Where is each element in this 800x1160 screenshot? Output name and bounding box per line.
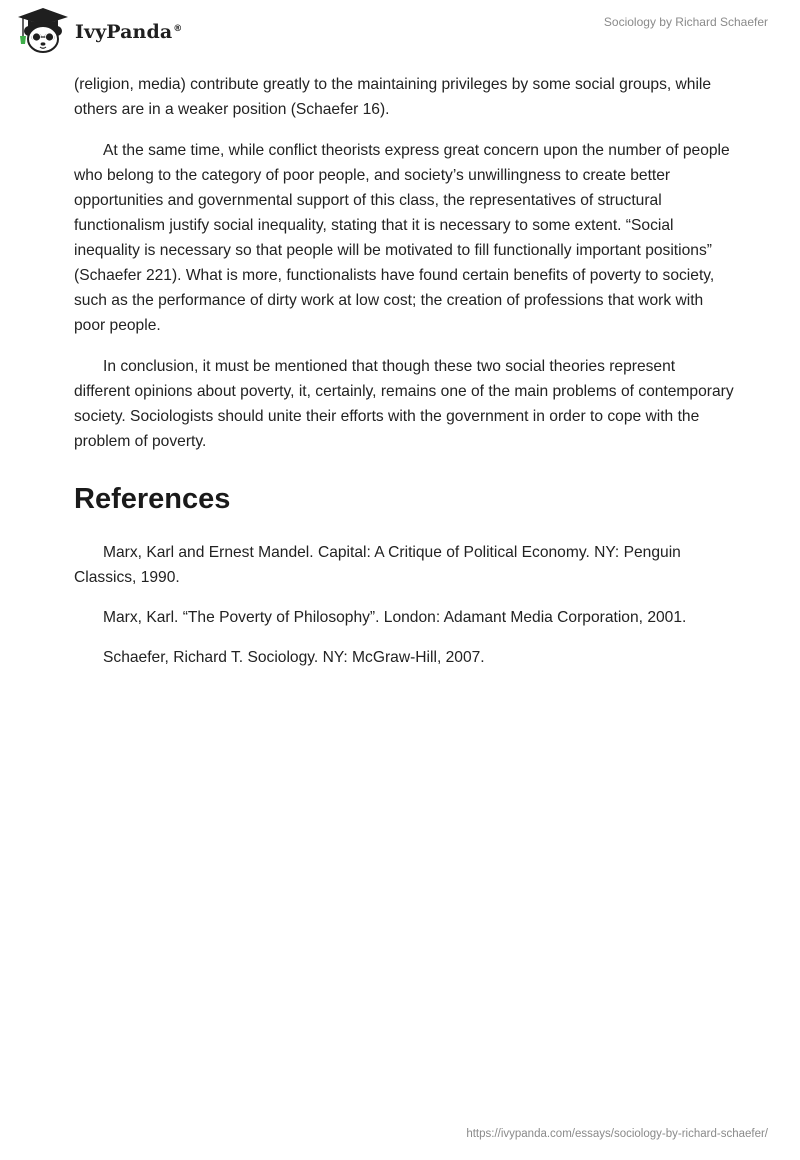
body-paragraph: In conclusion, it must be mentioned that though these two social theories represent different opinions about poverty, it, certainly, remains one of the main problems of contemporary society. Sociologists should unite their efforts with the government in order to cope with the problem of poverty. — [74, 358, 734, 450]
reference-item: Schaefer, Richard T. Sociology. NY: McGraw-Hill, 2007. — [103, 649, 485, 666]
brand-name: IvyPanda® — [75, 21, 183, 43]
registered-mark: ® — [173, 23, 183, 34]
running-title: Sociology by Richard Schaefer — [603, 15, 768, 29]
essay-content — [74, 72, 734, 685]
reference-item: Marx, Karl. “The Poverty of Philosophy”. London: Adamant Media Corporation, 2001. — [103, 609, 687, 626]
brand-logo[interactable] — [14, 6, 182, 54]
source-url-link[interactable]: https://ivypanda.com/essays/sociology-by-richard-schaefer/ — [466, 1128, 768, 1140]
panda-graduation-cap-icon — [14, 6, 72, 54]
page-header — [0, 0, 800, 64]
body-paragraph: At the same time, while conflict theorists express great concern upon the number of people who belong to the category of poor people, and society’s unwillingness to create better opportunities and governmental support of this class, the representatives of structural functionalism justify social inequality, stating that it is necessary to some extent. “Social inequality is necessary so that people will be motivated to fill functionally important positions” (Schaefer 221). What is more, functionalists have found certain benefits of poverty to society, such as the performance of dirty work at low cost; the creation of professions that work with poor people. — [74, 142, 730, 334]
body-paragraph: (religion, media) contribute greatly to the maintaining privileges by some social groups, while others are in a weaker position (Schaefer 16). — [74, 76, 712, 118]
reference-item: Marx, Karl and Ernest Mandel. Capital: A Critique of Political Economy. NY: Penguin Classics, 1990. — [74, 544, 681, 586]
references-heading: References — [74, 483, 231, 515]
